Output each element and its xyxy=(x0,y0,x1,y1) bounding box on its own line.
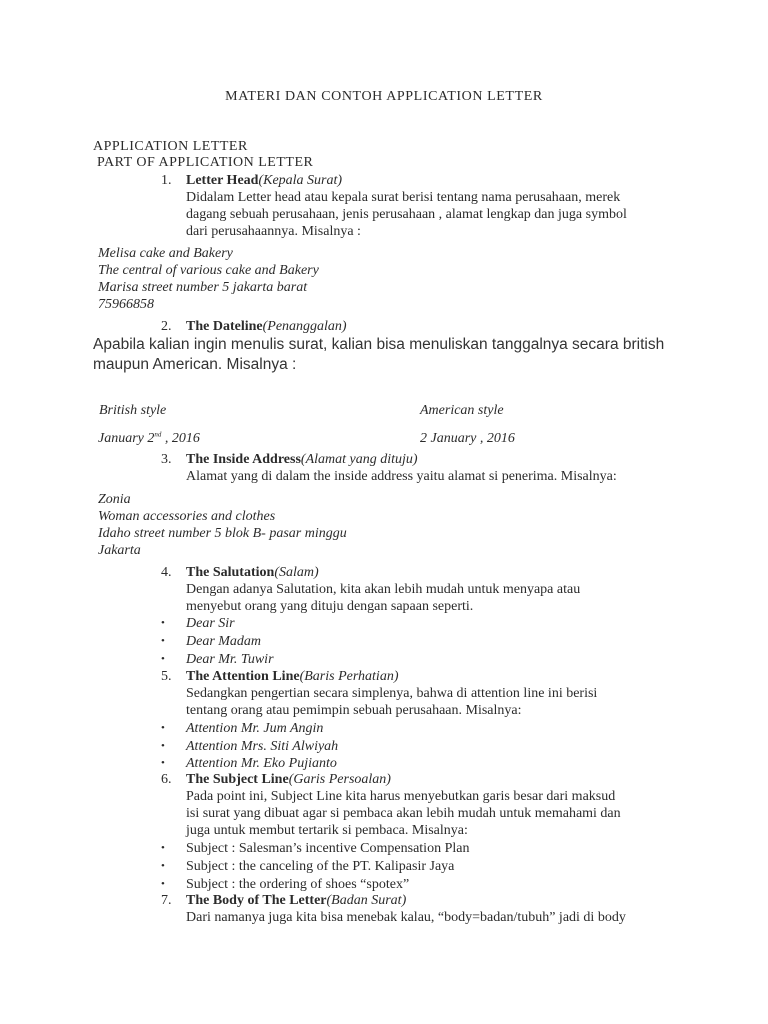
example-letterhead-line: 75966858 xyxy=(98,297,154,312)
item-letter-head-desc-line: dagang sebuah perusahaan, jenis perusahaan , alamat lengkap dan juga symbol xyxy=(186,207,627,222)
list-number-5: 5. xyxy=(161,669,172,684)
item-attention-line-desc-line: Sedangkan pengertian secara simplenya, bahwa di attention line ini berisi xyxy=(186,686,598,701)
item-title-bold: The Body of The Letter xyxy=(186,893,327,908)
item-title-bold: The Subject Line xyxy=(186,772,289,787)
item-subject-line-desc-line: juga untuk membut tertarik si pembaca. Misalnya: xyxy=(186,823,468,838)
example-letterhead-line: The central of various cake and Bakery xyxy=(98,263,319,278)
item-title-italic: (Alamat yang dituju) xyxy=(300,452,418,467)
list-number-2: 2. xyxy=(161,319,172,334)
british-date-year: , 2016 xyxy=(161,431,200,446)
item-title-bold: The Inside Address xyxy=(186,452,301,467)
british-date-main: January 2 xyxy=(98,431,155,446)
item-title-italic: (Baris Perhatian) xyxy=(299,669,399,684)
item-dateline-title xyxy=(186,318,347,335)
bullet-icon: • xyxy=(161,842,165,854)
example-letterhead-line: Marisa street number 5 jakarta barat xyxy=(98,280,308,295)
list-number-7: 7. xyxy=(161,893,172,908)
item-letter-head-desc-line: dari perusahaannya. Misalnya : xyxy=(186,224,361,239)
bullet-icon: • xyxy=(161,635,165,647)
bullet-item: Attention Mr. Eko Pujianto xyxy=(186,756,337,771)
item-letter-head-title xyxy=(186,172,342,189)
bullet-item: Attention Mrs. Siti Alwiyah xyxy=(186,739,339,754)
item-salutation-title xyxy=(186,564,319,581)
item-attention-line-title xyxy=(186,668,398,685)
item-title-italic: (Kepala Surat) xyxy=(258,173,343,188)
bullet-item: Dear Mr. Tuwir xyxy=(186,652,274,667)
item-title-italic: (Penanggalan) xyxy=(262,319,347,334)
bullet-icon: • xyxy=(161,740,165,752)
british-date-example xyxy=(98,430,200,447)
british-date-ordinal: nd xyxy=(154,430,162,439)
item-inside-address-desc-line: Alamat yang di dalam the inside address yaitu alamat si penerima. Misalnya: xyxy=(186,469,617,484)
dateline-paragraph-line: Apabila kalian ingin menulis surat, kalian bisa menuliskan tanggalnya secara british xyxy=(93,336,665,353)
example-inside-address-line: Idaho street number 5 blok B- pasar minggu xyxy=(98,526,347,541)
bullet-icon: • xyxy=(161,722,165,734)
bullet-item: Dear Madam xyxy=(186,634,262,649)
item-title-italic: (Badan Surat) xyxy=(326,893,407,908)
document-title: MATERI DAN CONTOH APPLICATION LETTER xyxy=(225,89,543,104)
bullet-item: Subject : Salesman’s incentive Compensation Plan xyxy=(186,841,470,856)
example-inside-address-line: Woman accessories and clothes xyxy=(98,509,276,524)
bullet-icon: • xyxy=(161,757,165,769)
bullet-icon: • xyxy=(161,653,165,665)
american-style-label: American style xyxy=(420,403,504,418)
item-letter-head-desc-line: Didalam Letter head atau kepala surat berisi tentang nama perusahaan, merek xyxy=(186,190,621,205)
item-title-bold: The Salutation xyxy=(186,565,275,580)
item-attention-line-desc-line: tentang orang atau pemimpin sebuah perusahaan. Misalnya: xyxy=(186,703,522,718)
item-title-bold: The Attention Line xyxy=(186,669,300,684)
bullet-item: Dear Sir xyxy=(186,616,235,631)
item-body-desc-line: Dari namanya juga kita bisa menebak kalau, “body=badan/tubuh” jadi di body xyxy=(186,910,626,925)
heading-application-letter: APPLICATION LETTER xyxy=(93,139,248,154)
example-inside-address-line: Zonia xyxy=(98,492,131,507)
list-number-6: 6. xyxy=(161,772,172,787)
item-subject-line-title xyxy=(186,771,391,788)
item-inside-address-title xyxy=(186,451,418,468)
example-letterhead-line: Melisa cake and Bakery xyxy=(98,246,233,261)
item-subject-line-desc-line: Pada point ini, Subject Line kita harus menyebutkan garis besar dari maksud xyxy=(186,789,616,804)
bullet-icon: • xyxy=(161,860,165,872)
item-body-title xyxy=(186,892,406,909)
example-inside-address-line: Jakarta xyxy=(98,543,141,558)
item-title-italic: (Garis Persoalan) xyxy=(288,772,391,787)
item-subject-line-desc-line: isi surat yang dibuat agar si pembaca akan lebih mudah untuk memahami dan xyxy=(186,806,621,821)
bullet-item: Subject : the canceling of the PT. Kalipasir Jaya xyxy=(186,859,455,874)
item-title-bold: The Dateline xyxy=(186,319,263,334)
item-salutation-desc-line: menyebut orang yang dituju dengan sapaan seperti. xyxy=(186,599,474,614)
bullet-icon: • xyxy=(161,878,165,890)
item-title-bold: Letter Head xyxy=(186,173,259,188)
heading-part-of-application-letter: PART OF APPLICATION LETTER xyxy=(97,155,314,170)
list-number-4: 4. xyxy=(161,565,172,580)
bullet-item: Subject : the ordering of shoes “spotex” xyxy=(186,877,410,892)
dateline-paragraph-line: maupun American. Misalnya : xyxy=(93,356,297,373)
american-date-example: 2 January , 2016 xyxy=(420,431,515,446)
list-number-3: 3. xyxy=(161,452,172,467)
item-salutation-desc-line: Dengan adanya Salutation, kita akan lebih mudah untuk menyapa atau xyxy=(186,582,581,597)
bullet-item: Attention Mr. Jum Angin xyxy=(186,721,324,736)
list-number-1: 1. xyxy=(161,173,172,188)
bullet-icon: • xyxy=(161,617,165,629)
item-title-italic: (Salam) xyxy=(274,565,319,580)
british-style-label: British style xyxy=(99,403,167,418)
